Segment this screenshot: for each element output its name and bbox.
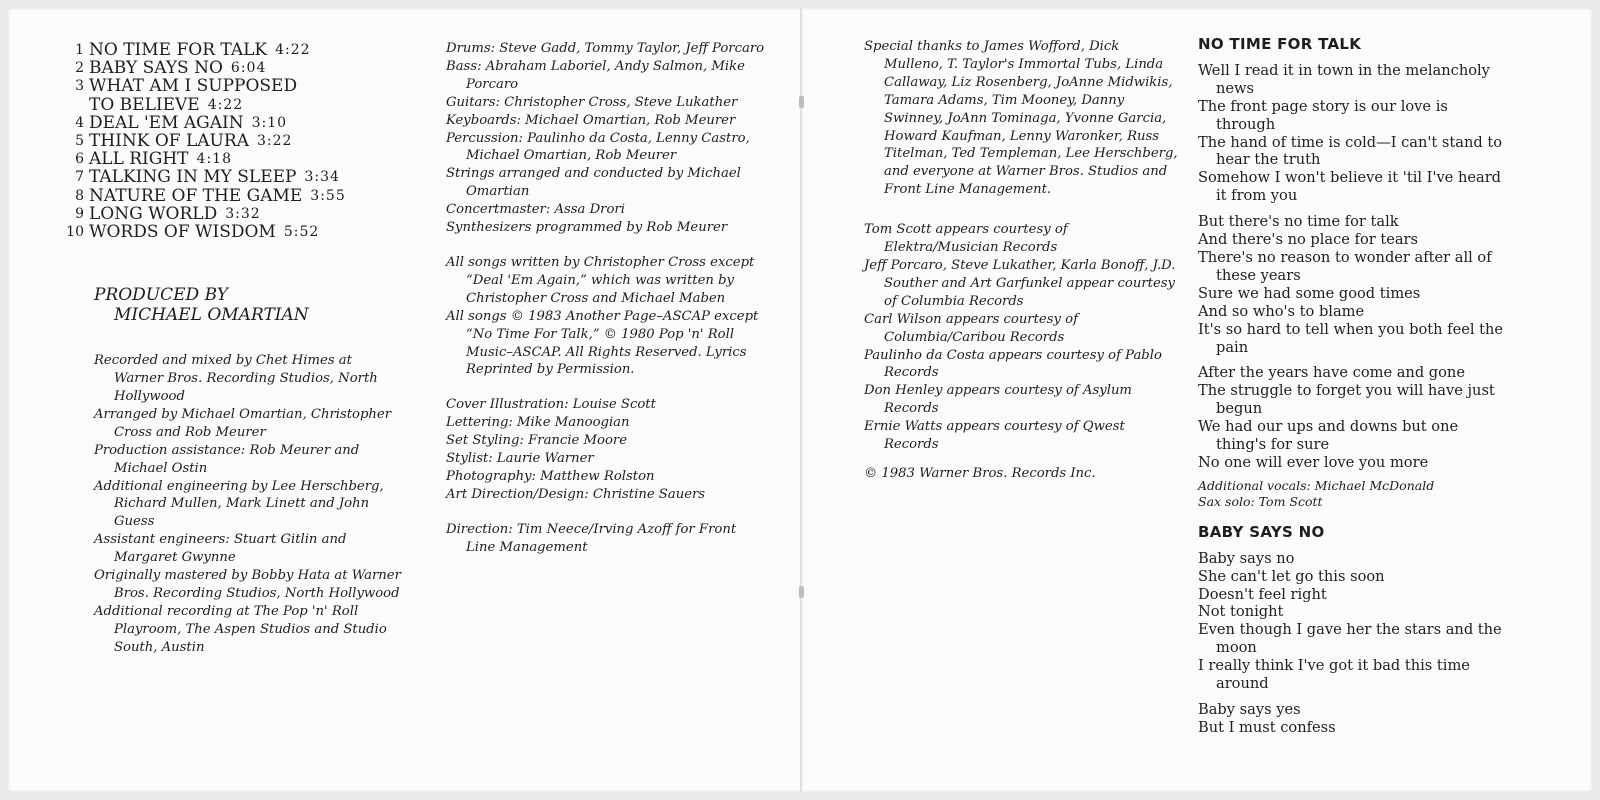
musician-credit: Percussion: Paulinho da Costa, Lenny Castro, Michael Omartian, Rob Meurer xyxy=(446,130,750,164)
lyric-line: There's no reason to wonder after all of these years xyxy=(1198,248,1492,284)
courtesy-line: Carl Wilson appears courtesy of Columbia/Caribou Records xyxy=(864,311,1078,345)
credit-line: Arranged by Michael Omartian, Christopher Cross and Rob Meurer xyxy=(94,406,392,440)
stanza xyxy=(1198,701,1508,737)
musician-credit: Bass: Abraham Laboriel, Andy Salmon, Mike Porcaro xyxy=(446,58,745,92)
credit-line: Additional engineering by Lee Herschberg, Richard Mullen, Mark Linett and John Guess xyxy=(94,478,384,530)
track-row xyxy=(64,223,404,241)
vocal-credit: Additional vocals: Michael McDonald xyxy=(1198,477,1435,493)
track-title: LONG WORLD xyxy=(89,203,218,224)
track-duration: 3:22 xyxy=(256,133,293,150)
track-row xyxy=(64,187,404,205)
special-thanks: Special thanks to James Wofford, Dick Mulleno, T. Taylor's Immortal Tubs, Linda Callaway, Liz Rosenberg, JoAnne Midwikis, Tamara Adams, Tim Mooney, Danny Swinney, JoAnn Tominaga, Yvonne Garcia, Howard Kaufman, Lenny Waronker, Russ Titelman, Ted Templeman, Lee Herschberg, and everyone at Warner Bros. Studios and Front Line Management. xyxy=(864,39,1178,198)
tracklist-column xyxy=(64,41,404,657)
track-duration: 4:22 xyxy=(275,42,311,58)
lyric-line: But I must confess xyxy=(1198,718,1336,736)
song-title: NO TIME FOR TALK xyxy=(1198,35,1362,53)
direction-credit: Direction: Tim Neece/Irving Azoff for Front Line Management xyxy=(446,521,737,555)
track-title: ALL RIGHT xyxy=(89,149,189,170)
produced-by xyxy=(94,285,404,325)
lyric-line: And there's no place for tears xyxy=(1198,231,1419,249)
song-lyrics xyxy=(1198,62,1508,472)
stanza xyxy=(1198,550,1508,693)
track-number: 8 xyxy=(75,187,84,204)
lyric-line: Baby says yes xyxy=(1198,701,1301,718)
booklet-spread xyxy=(8,8,1592,792)
track-row xyxy=(64,41,404,59)
track-number: 4 xyxy=(75,114,84,131)
track-title: TALKING IN MY SLEEP xyxy=(89,167,297,188)
track-title: NO TIME FOR TALK xyxy=(89,40,268,60)
track-row xyxy=(64,59,404,77)
track-row xyxy=(64,205,404,223)
lyric-line: After the years have come and gone xyxy=(1198,364,1465,382)
track-duration: 3:32 xyxy=(225,205,261,222)
courtesy-line: Jeff Porcaro, Steve Lukather, Karla Bonoff, J.D. Souther and Art Garfunkel appear courtesy of Columbia Records xyxy=(864,257,1176,309)
song-title: BABY SAYS NO xyxy=(1198,522,1325,541)
lyrics-column xyxy=(1198,36,1508,745)
lyric-line: Well I read it in town in the melancholy news xyxy=(1198,61,1490,97)
track-duration: 6:04 xyxy=(230,60,267,77)
lyric-line: She can't let go this soon xyxy=(1198,567,1385,585)
lyric-line: Somehow I won't believe it 'til I've heard it from you xyxy=(1198,169,1502,205)
recording-credits xyxy=(94,352,404,656)
track-number: 7 xyxy=(75,169,84,186)
lyric-line: Not tonight xyxy=(1198,603,1284,621)
track-row xyxy=(64,77,404,95)
art-credit: Lettering: Mike Manoogian xyxy=(446,415,630,431)
sax-credit: Sax solo: Tom Scott xyxy=(1198,493,1323,509)
track-title: WORDS OF WISDOM xyxy=(89,222,276,243)
art-credit: Cover Illustration: Louise Scott xyxy=(446,397,656,413)
credit-line: Additional recording at The Pop 'n' Roll Playroom, The Aspen Studios and Studio South, Austin xyxy=(94,603,387,655)
lyric-line: The front page story is our love is through xyxy=(1198,97,1448,133)
musicians-column xyxy=(446,40,766,557)
lyric-line: We had our ups and downs but one thing's for sure xyxy=(1198,418,1459,454)
lyric-line: Sure we had some good times xyxy=(1198,284,1421,302)
lyric-line: I really think I've got it bad this time around xyxy=(1198,657,1470,693)
produced-label: PRODUCED BY xyxy=(94,285,228,306)
courtesy-line: Tom Scott appears courtesy of Elektra/Musician Records xyxy=(864,222,1068,256)
track-title: BABY SAYS NO xyxy=(89,58,223,79)
track-number: 10 xyxy=(66,224,84,241)
songwriting-credit: All songs written by Christopher Cross except “Deal 'Em Again,” which was written by Christopher Cross and Michael Maben xyxy=(446,254,755,306)
track-duration: 3:10 xyxy=(251,114,288,131)
track-row-continued xyxy=(64,96,404,114)
art-credit: Stylist: Laurie Warner xyxy=(446,451,594,467)
musician-credit: Concertmaster: Assa Drori xyxy=(446,202,625,218)
track-number: 2 xyxy=(75,60,84,77)
lyric-line: But there's no time for talk xyxy=(1198,213,1399,231)
musician-credit: Drums: Steve Gadd, Tommy Taylor, Jeff Porcaro xyxy=(446,41,765,56)
track-title-continued: TO BELIEVE xyxy=(89,94,200,115)
track-title: WHAT AM I SUPPOSED xyxy=(89,76,298,97)
lyric-line: The hand of time is cold—I can't stand to hear the truth xyxy=(1198,133,1502,169)
stanza xyxy=(1198,213,1508,356)
song-credits xyxy=(1198,478,1508,510)
lyric-line: It's so hard to tell when you both feel the pain xyxy=(1198,320,1504,356)
producer-name: MICHAEL OMARTIAN xyxy=(114,305,309,326)
track-number: 3 xyxy=(75,78,84,95)
track-row xyxy=(64,132,404,150)
track-duration: 4:18 xyxy=(196,151,232,168)
art-credit: Set Styling: Francie Moore xyxy=(446,433,628,449)
musician-credit: Keyboards: Michael Omartian, Rob Meurer xyxy=(446,112,736,128)
track-number: 5 xyxy=(75,133,84,150)
track-number: 9 xyxy=(75,205,84,222)
stanza xyxy=(1198,364,1508,471)
lyric-line: No one will ever love you more xyxy=(1198,453,1429,471)
track-number: 6 xyxy=(75,151,84,168)
musician-credit: Guitars: Christopher Cross, Steve Lukather xyxy=(446,94,738,110)
credit-line: Production assistance: Rob Meurer and Michael Ostin xyxy=(94,442,360,476)
track-number: 1 xyxy=(75,42,84,58)
track-title: DEAL 'EM AGAIN xyxy=(89,112,244,133)
track-duration: 5:52 xyxy=(283,224,320,241)
art-credit: Photography: Matthew Rolston xyxy=(446,468,655,484)
credit-line: Recorded and mixed by Chet Himes at Warner Bros. Recording Studios, North Hollywood xyxy=(94,353,378,405)
lyric-line: And so who's to blame xyxy=(1198,302,1365,320)
center-fold xyxy=(800,8,803,792)
tracklist xyxy=(64,41,404,241)
lyric-line: The struggle to forget you will have just begun xyxy=(1198,382,1495,418)
courtesy-line: Don Henley appears courtesy of Asylum Records xyxy=(864,383,1132,417)
track-title: NATURE OF THE GAME xyxy=(89,185,303,206)
credit-line: Originally mastered by Bobby Hata at Warner Bros. Recording Studios, North Hollywood xyxy=(94,568,401,602)
track-row xyxy=(64,168,404,186)
thanks-column xyxy=(864,38,1182,483)
musician-credit: Synthesizers programmed by Rob Meurer xyxy=(446,220,728,236)
courtesy-line: Ernie Watts appears courtesy of Qwest Records xyxy=(864,419,1125,453)
staple xyxy=(799,96,804,108)
stanza xyxy=(1198,62,1508,205)
staple xyxy=(799,586,804,598)
credit-line: Assistant engineers: Stuart Gitlin and Margaret Gwynne xyxy=(94,532,347,566)
track-duration: 4:22 xyxy=(207,96,244,113)
track-duration: 3:34 xyxy=(304,169,340,186)
lyric-line: Doesn't feel right xyxy=(1198,585,1327,603)
track-row xyxy=(64,150,404,168)
lyric-line: Baby says no xyxy=(1198,549,1295,567)
song-lyrics xyxy=(1198,550,1508,737)
copyright-line: © 1983 Warner Bros. Records Inc. xyxy=(864,465,1096,481)
art-credit: Art Direction/Design: Christine Sauers xyxy=(446,486,706,502)
track-row xyxy=(64,114,404,132)
copyright-notice: All songs © 1983 Another Page–ASCAP except “No Time For Talk,” © 1980 Pop 'n' Roll Music–ASCAP. All Rights Reserved. Lyrics Reprinted by Permission. xyxy=(446,308,759,378)
musician-credit: Strings arranged and conducted by Michael Omartian xyxy=(446,166,741,200)
lyric-line: Even though I gave her the stars and the moon xyxy=(1198,621,1502,657)
courtesy-line: Paulinho da Costa appears courtesy of Pablo Records xyxy=(864,347,1162,381)
track-title: THINK OF LAURA xyxy=(89,131,249,152)
track-duration: 3:55 xyxy=(310,187,346,204)
